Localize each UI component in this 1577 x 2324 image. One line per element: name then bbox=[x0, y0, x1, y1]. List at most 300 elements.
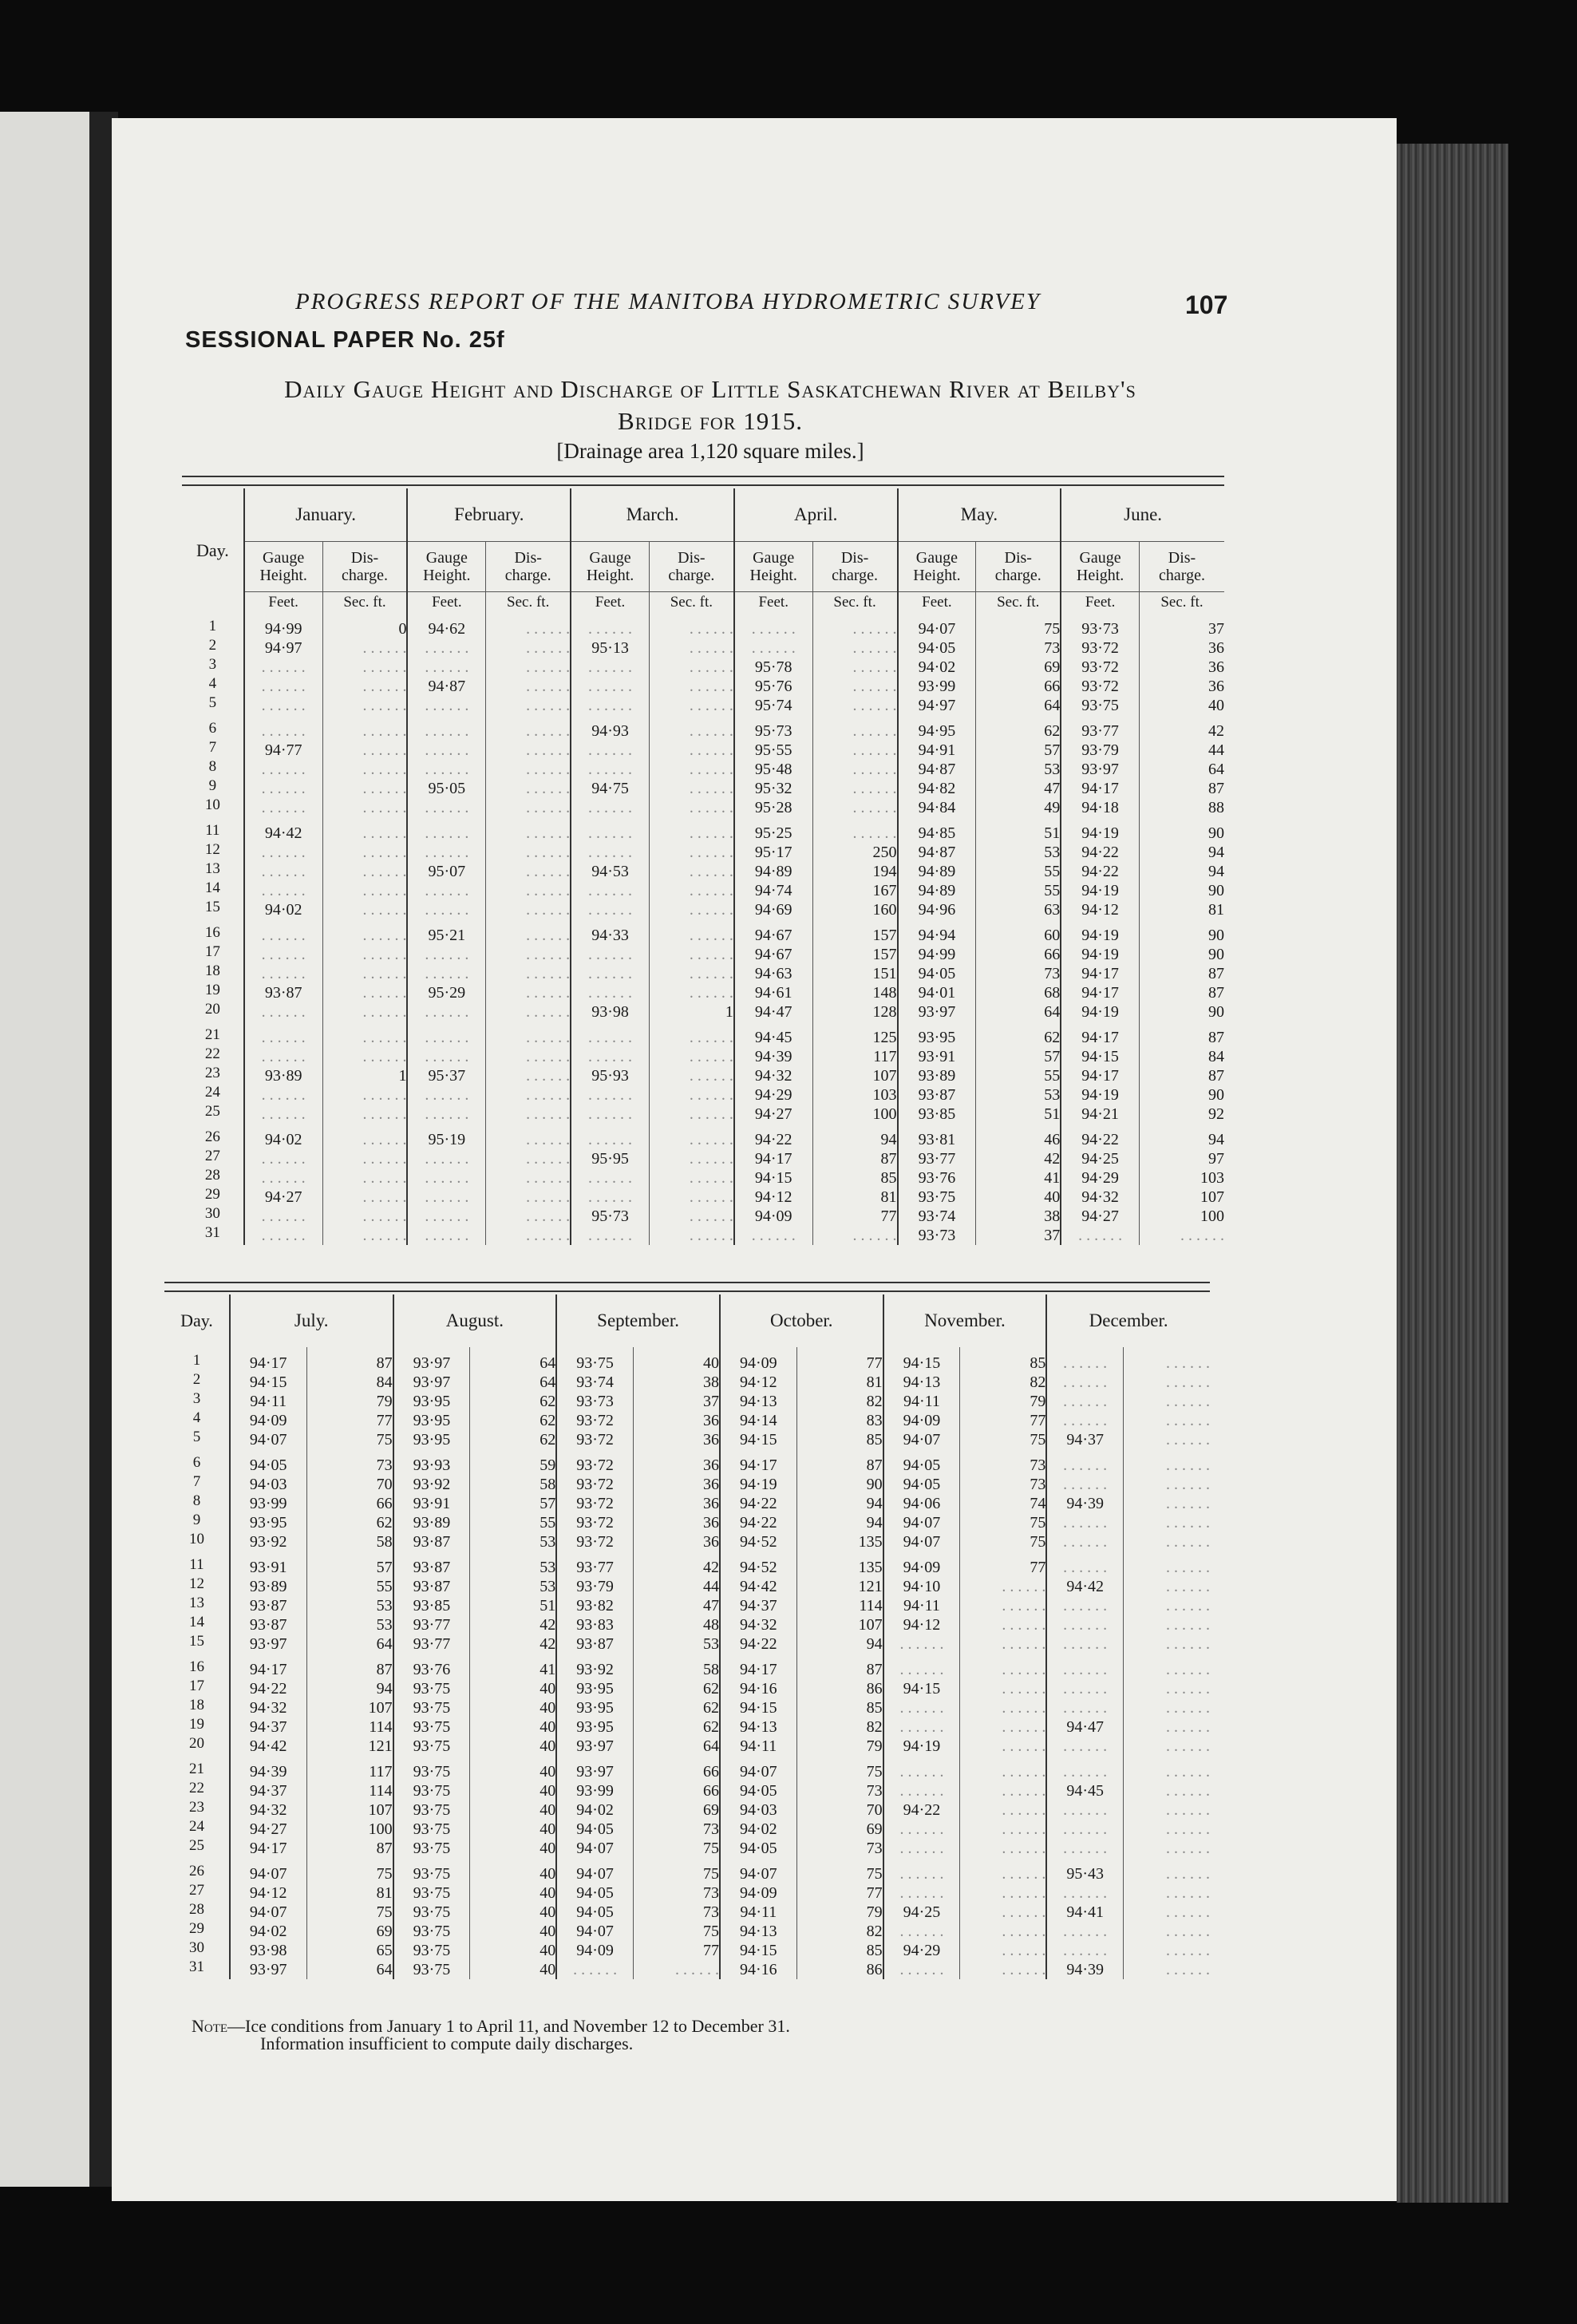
gauge-value: 94·32 bbox=[249, 1801, 287, 1819]
discharge-cell bbox=[649, 715, 733, 817]
discharge-value: . . . . . . bbox=[362, 965, 407, 982]
gauge-value: . . . . . . bbox=[899, 1865, 944, 1883]
discharge-value: 38 bbox=[702, 1373, 719, 1391]
discharge-cell bbox=[649, 1022, 733, 1124]
day-group-row bbox=[164, 1858, 1210, 1979]
gauge-value: 94·96 bbox=[918, 901, 956, 919]
gauge-value: 94·62 bbox=[428, 620, 466, 638]
gauge-value: 94·01 bbox=[918, 984, 956, 1002]
gauge-cell bbox=[898, 1022, 976, 1124]
discharge-cell bbox=[486, 715, 571, 817]
gauge-value: 93·72 bbox=[576, 1514, 614, 1532]
day-number: 9 bbox=[192, 1512, 201, 1528]
discharge-value: 44 bbox=[702, 1578, 719, 1595]
discharge-value: 58 bbox=[540, 1476, 556, 1493]
discharge-value: . . . . . . bbox=[362, 882, 407, 899]
discharge-value: 85 bbox=[866, 1699, 883, 1717]
discharge-value: 107 bbox=[368, 1699, 393, 1717]
gauge-value: . . . . . . bbox=[1063, 1680, 1108, 1698]
gauge-value: 94·17 bbox=[1081, 1029, 1119, 1046]
gauge-value: 94·22 bbox=[754, 1131, 792, 1148]
discharge-value: . . . . . . bbox=[1002, 1923, 1046, 1940]
gauge-value: 94·12 bbox=[1081, 901, 1119, 919]
discharge-value: 160 bbox=[872, 901, 897, 919]
gauge-value: 94·29 bbox=[1081, 1169, 1119, 1187]
discharge-value: 53 bbox=[702, 1635, 719, 1653]
discharge-cell bbox=[1139, 1022, 1224, 1124]
gauge-cell bbox=[1046, 1654, 1123, 1756]
gauge-value: 93·73 bbox=[576, 1393, 614, 1410]
discharge-value: . . . . . . bbox=[362, 697, 407, 714]
discharge-value: 69 bbox=[702, 1801, 719, 1819]
gauge-value: 94·42 bbox=[1066, 1578, 1104, 1595]
gauge-value: 93·93 bbox=[413, 1456, 451, 1474]
discharge-value: 40 bbox=[540, 1884, 556, 1902]
discharge-value: 44 bbox=[1208, 741, 1224, 759]
gauge-cell bbox=[1061, 817, 1139, 919]
day-group-row bbox=[182, 613, 1224, 715]
gauge-value: 94·29 bbox=[754, 1086, 792, 1104]
day-number: 15 bbox=[204, 899, 220, 915]
gauge-value: 94·17 bbox=[249, 1661, 287, 1678]
gauge-cell bbox=[244, 1124, 322, 1245]
gauge-value: 94·19 bbox=[1081, 824, 1119, 842]
gauge-value: 94·22 bbox=[739, 1495, 777, 1512]
discharge-value: 87 bbox=[1208, 1067, 1224, 1085]
discharge-value: 53 bbox=[1044, 761, 1061, 778]
discharge-value: . . . . . . bbox=[526, 639, 571, 657]
gauge-value: 94·02 bbox=[264, 1131, 302, 1148]
discharge-value: 62 bbox=[702, 1699, 719, 1717]
gauge-value: 94·37 bbox=[249, 1782, 287, 1800]
gauge-value: 94·25 bbox=[903, 1903, 941, 1921]
gauge-value: 94·85 bbox=[918, 824, 956, 842]
discharge-value: 47 bbox=[1044, 780, 1061, 797]
discharge-value: 82 bbox=[1030, 1373, 1046, 1391]
gauge-value: 94·05 bbox=[576, 1820, 614, 1838]
gauge-value: 93·75 bbox=[413, 1820, 451, 1838]
discharge-value: . . . . . . bbox=[1002, 1820, 1046, 1838]
gauge-value: . . . . . . bbox=[425, 1003, 469, 1021]
discharge-value: 73 bbox=[702, 1903, 719, 1921]
discharge-value: . . . . . . bbox=[1002, 1737, 1046, 1755]
gauge-value: . . . . . . bbox=[588, 965, 633, 982]
discharge-value: 47 bbox=[702, 1597, 719, 1615]
discharge-value: 36 bbox=[702, 1431, 719, 1449]
discharge-value: . . . . . . bbox=[526, 722, 571, 740]
gauge-value: . . . . . . bbox=[899, 1699, 944, 1717]
day-group-row bbox=[182, 1022, 1224, 1124]
gauge-value: 93·72 bbox=[576, 1476, 614, 1493]
gauge-value: . . . . . . bbox=[261, 927, 306, 944]
discharge-cell bbox=[976, 613, 1061, 715]
gauge-value: . . . . . . bbox=[1063, 1884, 1108, 1902]
gauge-value: 94·02 bbox=[576, 1801, 614, 1819]
discharge-value: 107 bbox=[1200, 1188, 1224, 1206]
gauge-cell bbox=[883, 1654, 960, 1756]
discharge-value: . . . . . . bbox=[1166, 1431, 1210, 1449]
discharge-cell bbox=[960, 1654, 1046, 1756]
gauge-cell bbox=[407, 1124, 485, 1245]
gauge-cell bbox=[898, 613, 976, 715]
day-numbers bbox=[164, 1654, 230, 1756]
discharge-value: 77 bbox=[1030, 1559, 1046, 1576]
gauge-value: . . . . . . bbox=[1063, 1533, 1108, 1551]
discharge-value: 64 bbox=[702, 1737, 719, 1755]
dis-label: Dis- bbox=[678, 549, 706, 567]
gauge-value: 93·75 bbox=[413, 1801, 451, 1819]
discharge-value: . . . . . . bbox=[362, 927, 407, 944]
gauge-value: . . . . . . bbox=[1063, 1661, 1108, 1678]
discharge-value: . . . . . . bbox=[689, 824, 733, 842]
discharge-cell bbox=[812, 1124, 897, 1245]
gauge-value: . . . . . . bbox=[261, 799, 306, 816]
discharge-value: 90 bbox=[1208, 1003, 1224, 1021]
discharge-value: 135 bbox=[858, 1533, 883, 1551]
gauge-value: 93·97 bbox=[249, 1635, 287, 1653]
gauge-cell bbox=[734, 817, 812, 919]
feet-unit bbox=[734, 592, 812, 614]
discharge-value: 40 bbox=[540, 1903, 556, 1921]
discharge-value: . . . . . . bbox=[526, 1150, 571, 1168]
discharge-value: 73 bbox=[702, 1820, 719, 1838]
discharge-value: . . . . . . bbox=[526, 1048, 571, 1065]
discharge-value: 87 bbox=[1208, 1029, 1224, 1046]
gauge-value: 94·16 bbox=[739, 1961, 777, 1978]
day-numbers bbox=[182, 1124, 244, 1245]
gauge-value: 94·03 bbox=[739, 1801, 777, 1819]
discharge-value: . . . . . . bbox=[852, 697, 897, 714]
discharge-value: 64 bbox=[540, 1373, 556, 1391]
discharge-value: 81 bbox=[376, 1884, 393, 1902]
gauge-value: 95·19 bbox=[428, 1131, 466, 1148]
gauge-value: 95·95 bbox=[591, 1150, 629, 1168]
discharge-value: 85 bbox=[866, 1431, 883, 1449]
gauge-value: . . . . . . bbox=[425, 1169, 469, 1187]
gauge-value: 93·98 bbox=[591, 1003, 629, 1021]
gauge-value: . . . . . . bbox=[1063, 1354, 1108, 1372]
gauge-value: 94·75 bbox=[591, 780, 629, 797]
gauge-value: . . . . . . bbox=[588, 1029, 633, 1046]
gauge-value: 94·09 bbox=[754, 1207, 792, 1225]
day-number: 8 bbox=[192, 1492, 201, 1509]
discharge-value: 75 bbox=[1030, 1533, 1046, 1551]
gauge-value: 94·42 bbox=[739, 1578, 777, 1595]
day-number: 10 bbox=[188, 1531, 204, 1547]
discharge-value: . . . . . . bbox=[526, 780, 571, 797]
day-number: 24 bbox=[188, 1818, 204, 1835]
discharge-value: 85 bbox=[1030, 1354, 1046, 1372]
gauge-cell bbox=[230, 1551, 306, 1654]
gauge-value: 93·92 bbox=[249, 1533, 287, 1551]
discharge-value: 66 bbox=[1044, 946, 1061, 963]
discharge-cell bbox=[306, 1551, 393, 1654]
discharge-value: . . . . . . bbox=[852, 620, 897, 638]
discharge-value: 107 bbox=[368, 1801, 393, 1819]
gauge-value: . . . . . . bbox=[573, 1961, 618, 1978]
gauge-cell bbox=[734, 715, 812, 817]
day-number: 27 bbox=[204, 1148, 220, 1164]
gauge-value: 93·91 bbox=[249, 1559, 287, 1576]
gauge-value: . . . . . . bbox=[425, 824, 469, 842]
discharge-cell bbox=[486, 919, 571, 1022]
discharge-value: 0 bbox=[398, 620, 407, 638]
gauge-cell bbox=[393, 1756, 470, 1858]
gauge-value: 94·22 bbox=[739, 1514, 777, 1532]
month-label: October. bbox=[770, 1310, 833, 1330]
day-number: 22 bbox=[204, 1045, 220, 1062]
gauge-value: . . . . . . bbox=[425, 1086, 469, 1104]
gauge-value: . . . . . . bbox=[899, 1635, 944, 1653]
discharge-value: 36 bbox=[702, 1514, 719, 1532]
gauge-value: 93·75 bbox=[413, 1884, 451, 1902]
gauge-value: . . . . . . bbox=[1063, 1923, 1108, 1940]
discharge-value: 51 bbox=[1044, 824, 1061, 842]
discharge-value: . . . . . . bbox=[689, 1227, 733, 1244]
discharge-value: 97 bbox=[1208, 1150, 1224, 1168]
gauge-value: 95·48 bbox=[754, 761, 792, 778]
discharge-cell bbox=[812, 817, 897, 919]
note-line2: Information insufficient to compute daily discharges. bbox=[260, 2034, 634, 2053]
discharge-value: 75 bbox=[702, 1923, 719, 1940]
gauge-value: 94·09 bbox=[739, 1884, 777, 1902]
gauge-value: 93·75 bbox=[413, 1961, 451, 1978]
discharge-cell bbox=[1124, 1756, 1210, 1858]
discharge-value: . . . . . . bbox=[1002, 1680, 1046, 1698]
gauge-value: 95·29 bbox=[428, 984, 466, 1002]
discharge-value: 85 bbox=[880, 1169, 897, 1187]
gauge-value: 94·47 bbox=[754, 1003, 792, 1021]
discharge-value: 79 bbox=[866, 1737, 883, 1755]
gauge-cell bbox=[244, 817, 322, 919]
gauge-value: . . . . . . bbox=[899, 1661, 944, 1678]
discharge-value: 90 bbox=[1208, 927, 1224, 944]
day-numbers bbox=[164, 1756, 230, 1858]
gauge-value: . . . . . . bbox=[751, 620, 796, 638]
gauge-value: 94·21 bbox=[1081, 1105, 1119, 1123]
gauge-value: 94·27 bbox=[249, 1820, 287, 1838]
gauge-value: . . . . . . bbox=[261, 1003, 306, 1021]
day-number: 17 bbox=[188, 1678, 204, 1694]
discharge-value: 75 bbox=[866, 1763, 883, 1781]
gauge-value: 94·93 bbox=[591, 722, 629, 740]
gauge-value: . . . . . . bbox=[588, 946, 633, 963]
gauge-cell bbox=[734, 1124, 812, 1245]
gauge-value: 93·87 bbox=[413, 1578, 451, 1595]
day-number: 28 bbox=[204, 1167, 220, 1184]
gauge-value: 94·87 bbox=[918, 844, 956, 861]
feet-unit bbox=[898, 592, 976, 614]
gauge-value: 94·11 bbox=[250, 1393, 287, 1410]
discharge-cell bbox=[1139, 715, 1224, 817]
gauge-value: 94·27 bbox=[264, 1188, 302, 1206]
discharge-cell bbox=[976, 1124, 1061, 1245]
day-number: 12 bbox=[204, 841, 220, 858]
secft-label: Sec. ft. bbox=[833, 594, 876, 611]
discharge-cell bbox=[649, 817, 733, 919]
day-number: 24 bbox=[204, 1084, 220, 1101]
day-number: 26 bbox=[204, 1128, 220, 1145]
day-group-row bbox=[164, 1347, 1210, 1449]
discharge-value: . . . . . . bbox=[689, 1150, 733, 1168]
discharge-value: 148 bbox=[872, 984, 897, 1002]
gauge-value: 94·45 bbox=[1066, 1782, 1104, 1800]
month-label: November. bbox=[924, 1310, 1006, 1330]
discharge-value: 70 bbox=[866, 1801, 883, 1819]
gauge-value: . . . . . . bbox=[425, 639, 469, 657]
gauge-value: 94·53 bbox=[591, 863, 629, 880]
discharge-value: 51 bbox=[1044, 1105, 1061, 1123]
gauge-value: 94·39 bbox=[1066, 1495, 1104, 1512]
gauge-value: 94·02 bbox=[918, 658, 956, 676]
gauge-value: 93·89 bbox=[918, 1067, 956, 1085]
gauge-value: 95·74 bbox=[754, 697, 792, 714]
discharge-value: 87 bbox=[866, 1661, 883, 1678]
discharge-value: 40 bbox=[540, 1961, 556, 1978]
gauge-value: 93·77 bbox=[918, 1150, 956, 1168]
gauge-value: 94·25 bbox=[1081, 1150, 1119, 1168]
gauge-value: 94·22 bbox=[1081, 863, 1119, 880]
gauge-value: 93·81 bbox=[918, 1131, 956, 1148]
discharge-cell bbox=[812, 613, 897, 715]
gauge-value: 95·37 bbox=[428, 1067, 466, 1085]
discharge-value: . . . . . . bbox=[1002, 1782, 1046, 1800]
discharge-cell bbox=[322, 1124, 407, 1245]
gauge-value: . . . . . . bbox=[261, 678, 306, 695]
gauge-value: 94·16 bbox=[739, 1680, 777, 1698]
gauge-value: 94·15 bbox=[739, 1431, 777, 1449]
gauge-value: . . . . . . bbox=[899, 1782, 944, 1800]
gauge-cell bbox=[883, 1858, 960, 1979]
gauge-cell bbox=[571, 1022, 649, 1124]
gauge-value: . . . . . . bbox=[261, 761, 306, 778]
discharge-value: . . . . . . bbox=[526, 965, 571, 982]
month-header bbox=[230, 1294, 393, 1347]
month-label: April. bbox=[794, 504, 838, 524]
discharge-value: 100 bbox=[368, 1820, 393, 1838]
gauge-value: 95·32 bbox=[754, 780, 792, 797]
gauge-value: 93·97 bbox=[413, 1354, 451, 1372]
discharge-cell bbox=[306, 1654, 393, 1756]
discharge-value: . . . . . . bbox=[1002, 1801, 1046, 1819]
gauge-value: 94·14 bbox=[739, 1412, 777, 1429]
discharge-value: 128 bbox=[872, 1003, 897, 1021]
gauge-label: Gauge bbox=[915, 549, 958, 567]
discharge-cell bbox=[486, 613, 571, 715]
discharge-cell bbox=[976, 715, 1061, 817]
gauge-value: 94·37 bbox=[249, 1718, 287, 1736]
discharge-cell bbox=[1124, 1449, 1210, 1551]
feet-unit bbox=[407, 592, 485, 614]
day-numbers bbox=[164, 1858, 230, 1979]
discharge-value: . . . . . . bbox=[1166, 1782, 1210, 1800]
gauge-value: . . . . . . bbox=[588, 1105, 633, 1123]
gauge-value: . . . . . . bbox=[899, 1820, 944, 1838]
day-number: 5 bbox=[192, 1429, 201, 1445]
gauge-value: 94·09 bbox=[576, 1942, 614, 1959]
gauge-value: 93·75 bbox=[413, 1680, 451, 1698]
gauge-value: 94·07 bbox=[739, 1763, 777, 1781]
gauge-value: 94·09 bbox=[739, 1354, 777, 1372]
discharge-value: 90 bbox=[1208, 1086, 1224, 1104]
gauge-value: 94·42 bbox=[264, 824, 302, 842]
day-number: 17 bbox=[204, 943, 220, 960]
gauge-value: 94·05 bbox=[918, 965, 956, 982]
discharge-value: . . . . . . bbox=[1166, 1635, 1210, 1653]
discharge-cell bbox=[322, 613, 407, 715]
discharge-value: 70 bbox=[376, 1476, 393, 1493]
month-header bbox=[244, 488, 408, 542]
discharge-value: 94 bbox=[866, 1635, 883, 1653]
gauge-cell bbox=[1046, 1449, 1123, 1551]
discharge-value: . . . . . . bbox=[1166, 1763, 1210, 1781]
gauge-value: 94·02 bbox=[264, 901, 302, 919]
discharge-value: 114 bbox=[369, 1782, 393, 1800]
feet-unit bbox=[1061, 592, 1139, 614]
month-header bbox=[393, 1294, 557, 1347]
discharge-value: . . . . . . bbox=[1002, 1903, 1046, 1921]
gauge-value: 93·92 bbox=[413, 1476, 451, 1493]
discharge-header bbox=[1139, 542, 1224, 592]
day-number: 3 bbox=[192, 1390, 201, 1407]
discharge-value: . . . . . . bbox=[689, 1048, 733, 1065]
day-number: 7 bbox=[192, 1473, 201, 1490]
day-group-row bbox=[164, 1654, 1210, 1756]
discharge-value: 58 bbox=[376, 1533, 393, 1551]
discharge-value: . . . . . . bbox=[362, 1086, 407, 1104]
gauge-value: . . . . . . bbox=[751, 639, 796, 657]
discharge-value: . . . . . . bbox=[526, 882, 571, 899]
day-number: 1 bbox=[208, 618, 217, 634]
discharge-value: 194 bbox=[872, 863, 897, 880]
gauge-cell bbox=[883, 1551, 960, 1654]
discharge-value: . . . . . . bbox=[1166, 1533, 1210, 1551]
month-label: December. bbox=[1089, 1310, 1168, 1330]
discharge-value: . . . . . . bbox=[526, 1067, 571, 1085]
gauge-height-header bbox=[407, 542, 485, 592]
discharge-value: 40 bbox=[540, 1782, 556, 1800]
gauge-value: 93·99 bbox=[918, 678, 956, 695]
gauge-cell bbox=[898, 817, 976, 919]
discharge-cell bbox=[322, 715, 407, 817]
discharge-value: 40 bbox=[1208, 697, 1224, 714]
month-header bbox=[556, 1294, 720, 1347]
discharge-value: 87 bbox=[880, 1150, 897, 1168]
month-header bbox=[1061, 488, 1224, 542]
day-number: 2 bbox=[192, 1371, 201, 1388]
height-label: Height. bbox=[259, 567, 307, 584]
gauge-value: . . . . . . bbox=[588, 799, 633, 816]
gauge-value: 94·32 bbox=[739, 1616, 777, 1634]
discharge-value: . . . . . . bbox=[526, 1131, 571, 1148]
day-number: 28 bbox=[188, 1901, 204, 1918]
gauge-cell bbox=[1061, 919, 1139, 1022]
discharge-cell bbox=[486, 1022, 571, 1124]
gauge-value: . . . . . . bbox=[1063, 1763, 1108, 1781]
discharge-value: 84 bbox=[1208, 1048, 1224, 1065]
gauge-value: 95·07 bbox=[428, 863, 466, 880]
discharge-value: 94 bbox=[1208, 863, 1224, 880]
gauge-value: . . . . . . bbox=[588, 1188, 633, 1206]
gauge-cell bbox=[734, 1022, 812, 1124]
discharge-value: . . . . . . bbox=[526, 1105, 571, 1123]
discharge-cell bbox=[796, 1756, 883, 1858]
discharge-value: 53 bbox=[540, 1559, 556, 1576]
discharge-value: 40 bbox=[540, 1865, 556, 1883]
gauge-value: . . . . . . bbox=[1063, 1840, 1108, 1857]
gauge-value: 94·63 bbox=[754, 965, 792, 982]
discharge-value: 167 bbox=[872, 882, 897, 899]
